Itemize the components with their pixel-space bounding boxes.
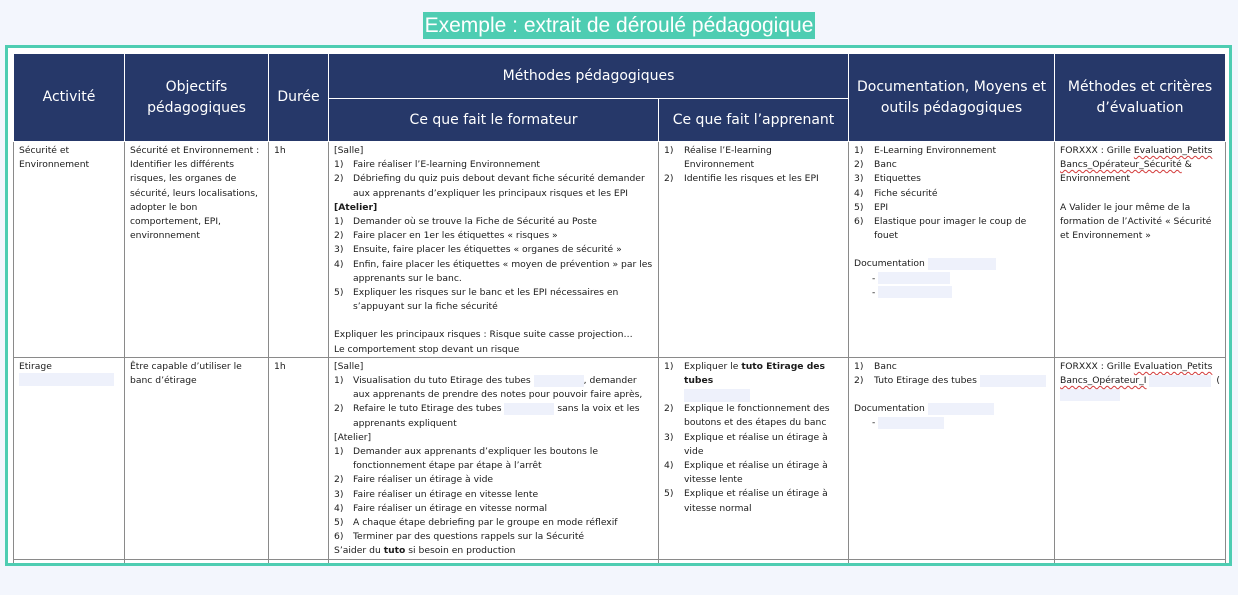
duree-text: 1h bbox=[274, 360, 286, 372]
list-item: 4) Faire réaliser un étirage en vitesse normal bbox=[334, 502, 548, 514]
header-evaluation: Méthodes et critères d’évaluation bbox=[1055, 54, 1226, 142]
table-frame bbox=[5, 45, 1232, 566]
list-item: 2) Faire réaliser un étirage à vide bbox=[334, 474, 494, 486]
cell-apprenant[interactable] bbox=[659, 142, 849, 358]
list-item: 6) Elastique pour imager le coup de fouet bbox=[854, 216, 1027, 242]
list-item: 1) Visualisation du tuto Etirage des tubes , demander aux apprenants de prendre des notes pour pouvoir faire après, bbox=[334, 375, 643, 401]
atelier-label: [Atelier] bbox=[334, 201, 378, 213]
list-item: 4) Fiche sécurité bbox=[854, 187, 938, 199]
table-row bbox=[14, 357, 1226, 559]
list-item: 1) Demander aux apprenants d’expliquer les boutons le fonctionnement étape par étape à l’arrêt bbox=[334, 446, 598, 472]
list-item: 4) Enfin, faire placer les étiquettes « moyen de prévention » par les apprenants sur le banc. bbox=[334, 258, 653, 284]
documentation-label: Documentation bbox=[854, 402, 1049, 416]
list-item: 3) Faire réaliser un étirage en vitesse lente bbox=[334, 488, 539, 500]
evaluation-text: A Valider le jour même de la formation de l’Activité « Sécurité et Environnement » bbox=[1060, 201, 1212, 242]
dash-item: - bbox=[854, 416, 1049, 430]
cell-activite[interactable] bbox=[14, 357, 125, 559]
note-text: Expliquer les principaux risques : Risque suite casse projection… bbox=[334, 329, 633, 341]
list-item: 2) Débriefing du quiz puis debout devant fiche sécurité demander aux apprenants d’expliquer les principaux risques et les EPI bbox=[334, 173, 645, 199]
page-title: Exemple : extrait de déroulé pédagogique bbox=[424, 14, 814, 37]
activite-text: Sécurité et Environnement bbox=[19, 145, 90, 171]
salle-label: [Salle] bbox=[334, 360, 364, 372]
list-item: 6) Terminer par des questions rappels sur la Sécurité bbox=[334, 531, 585, 543]
cell-evaluation[interactable] bbox=[1055, 357, 1226, 559]
cell-duree[interactable] bbox=[269, 142, 329, 358]
note-text: Le comportement stop devant un risque bbox=[334, 343, 520, 355]
list-item: 3) Ensuite, faire placer les étiquettes « organes de sécurité » bbox=[334, 244, 622, 256]
list-item: 2) Identifie les risques et les EPI bbox=[664, 173, 819, 185]
cell-objectifs[interactable] bbox=[125, 357, 269, 559]
header-methodes: Méthodes pédagogiques bbox=[329, 54, 849, 99]
list-item: 1) Faire réaliser l’E-learning Environnement bbox=[334, 159, 541, 171]
list-item: 1) Expliquer le tuto Etirage des tubes bbox=[664, 360, 843, 402]
dash-item: - bbox=[854, 272, 1049, 286]
list-item: 3) Explique et réalise un étirage à vide bbox=[664, 431, 828, 457]
list-item: 3) Etiquettes bbox=[854, 173, 921, 185]
header-activite: Activité bbox=[14, 54, 125, 142]
evaluation-text: FORXXX : Grille Evaluation_Petits Bancs_Opérateur_Sécurité & Environnement bbox=[1060, 145, 1213, 185]
salle-label: [Salle] bbox=[334, 145, 364, 156]
list-item: 5) EPI bbox=[854, 201, 889, 213]
list-item: 2) Refaire le tuto Etirage des tubes sans la voix et les apprenants expliquent bbox=[334, 403, 640, 429]
evaluation-text: FORXXX : Grille Evaluation_Petits Bancs_Opérateur_I ( bbox=[1060, 360, 1221, 387]
cell-duree[interactable] bbox=[269, 357, 329, 559]
dash-item: - bbox=[854, 286, 1049, 300]
deroule-table bbox=[13, 53, 1226, 566]
cell-documentation[interactable] bbox=[849, 142, 1055, 358]
objectifs-text: Être capable d’utiliser le banc d’étirage bbox=[130, 360, 242, 387]
note-text: S’aider du tuto si besoin en production bbox=[334, 545, 516, 557]
list-item: 1) E-Learning Environnement bbox=[854, 145, 997, 156]
cell-evaluation[interactable] bbox=[1055, 142, 1226, 358]
list-item: 2) Faire placer en 1er les étiquettes « risques » bbox=[334, 230, 558, 242]
list-item: 5) Explique et réalise un étirage à vitesse normal bbox=[664, 488, 828, 514]
list-item: 2) Explique le fonctionnement des boutons et des étapes du banc bbox=[664, 403, 830, 429]
objectifs-text: Sécurité et Environnement : Identifier les différents risques, les organes de sécurité, leurs localisations, adopter le bon comportement, EPI, environnement bbox=[130, 145, 260, 242]
list-item: 1) Demander où se trouve la Fiche de Sécurité au Poste bbox=[334, 216, 597, 228]
cell-formateur[interactable] bbox=[329, 357, 659, 559]
header-apprenant: Ce que fait l’apprenant bbox=[659, 99, 849, 142]
header-duree: Durée bbox=[269, 54, 329, 142]
list-item: 5) A chaque étape debriefing par le groupe en mode réflexif bbox=[334, 517, 618, 529]
header-documentation: Documentation, Moyens et outils pédagogiques bbox=[849, 54, 1055, 142]
list-item: 5) Expliquer les risques sur le banc et les EPI nécessaires en s’appuyant sur la fiche sécurité bbox=[334, 287, 619, 313]
list-item: 2) Banc bbox=[854, 159, 897, 171]
cell-formateur[interactable] bbox=[329, 142, 659, 358]
list-item: 1) Réalise l’E-learning Environnement bbox=[664, 145, 772, 171]
cell-documentation[interactable] bbox=[849, 357, 1055, 559]
atelier-label: [Atelier] bbox=[334, 431, 372, 443]
table-row bbox=[14, 559, 1226, 566]
evaluation-link: Evaluation_Petits Bancs_Opérateur_I bbox=[1060, 360, 1213, 387]
cell-objectifs[interactable] bbox=[125, 142, 269, 358]
list-item: 2) Tuto Etirage des tubes bbox=[854, 374, 1049, 388]
header-formateur: Ce que fait le formateur bbox=[329, 99, 659, 142]
list-item: 4) Explique et réalise un étirage à vitesse lente bbox=[664, 460, 828, 486]
duree-text: 1h bbox=[274, 145, 286, 156]
documentation-label: Documentation bbox=[854, 257, 1049, 271]
evaluation-link: Evaluation_Petits Bancs_Opérateur_Sécurité bbox=[1060, 145, 1213, 171]
cell-apprenant[interactable] bbox=[659, 357, 849, 559]
activite-text: Etirage bbox=[19, 360, 52, 372]
header-objectifs: Objectifs pédagogiques bbox=[125, 54, 269, 142]
table-row bbox=[14, 142, 1226, 358]
list-item: 1) Banc bbox=[854, 360, 897, 372]
cell-activite[interactable] bbox=[14, 142, 125, 358]
